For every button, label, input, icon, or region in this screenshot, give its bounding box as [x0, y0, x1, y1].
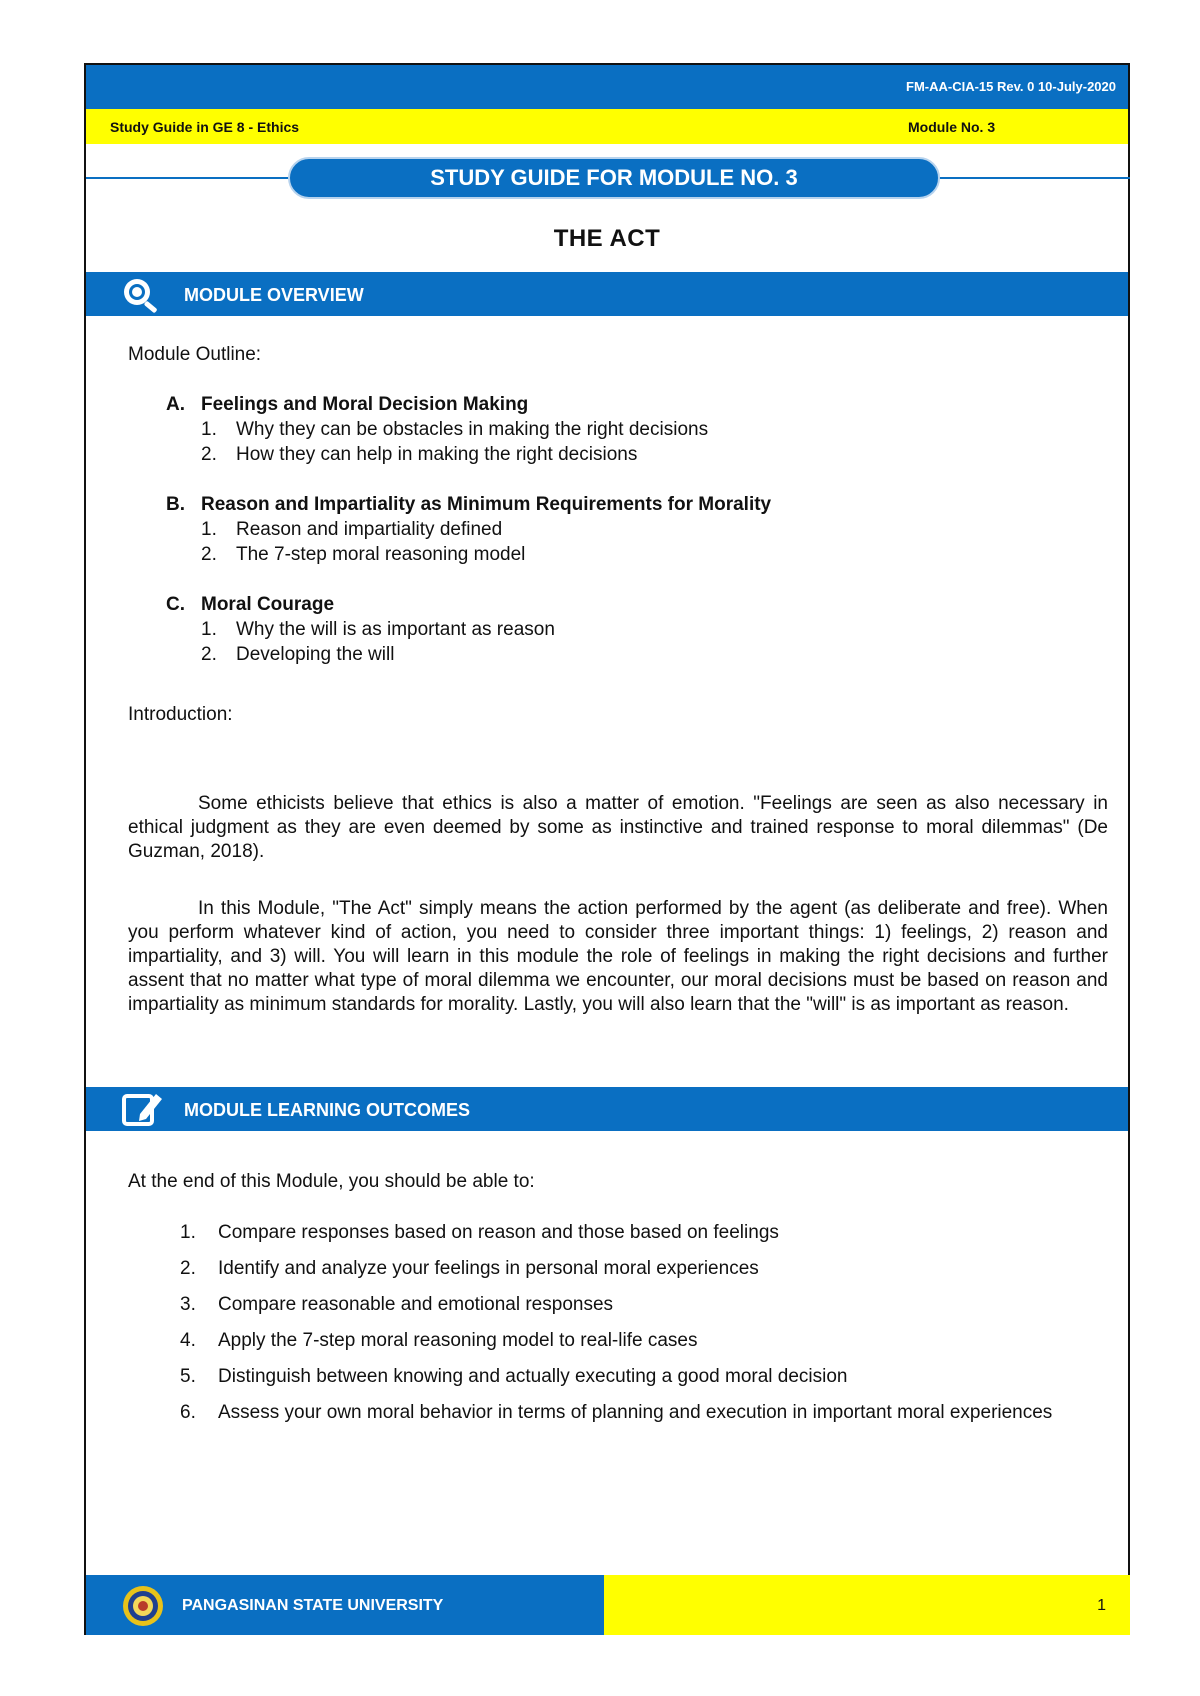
- module-outline: [166, 392, 771, 692]
- form-code: FM-AA-CIA-15 Rev. 0 10-July-2020: [906, 79, 1116, 94]
- module-number: Module No. 3: [908, 119, 996, 135]
- outcomes-lead: At the end of this Module, you should be able to:: [128, 1171, 535, 1192]
- magnifier-icon: [120, 275, 164, 313]
- outline-letter: B.: [166, 494, 185, 515]
- outline-item: How they can help in making the right decisions: [236, 444, 638, 465]
- university-seal-icon: [122, 1585, 164, 1627]
- outline-label: Module Outline:: [128, 344, 262, 365]
- outcome-text: Compare responses based on reason and those based on feelings: [218, 1222, 779, 1243]
- page-number: 1: [1097, 1597, 1106, 1614]
- outcome-text: Identify and analyze your feelings in personal moral experiences: [218, 1258, 759, 1279]
- outline-item-number: 1.: [201, 419, 217, 440]
- outline-item: Reason and impartiality defined: [236, 519, 503, 540]
- header-bar: [86, 65, 1128, 109]
- outline-group: [166, 392, 771, 467]
- outcomes-list: [180, 1215, 1100, 1431]
- outline-item: Developing the will: [236, 644, 395, 665]
- learning-outcomes-heading: MODULE LEARNING OUTCOMES: [184, 1100, 470, 1120]
- outline-group: [166, 492, 771, 567]
- introduction-label: Introduction:: [128, 704, 233, 725]
- outline-letter: A.: [166, 394, 185, 415]
- outcome-number: 4.: [180, 1330, 196, 1351]
- outcome-number: 1.: [180, 1222, 196, 1243]
- intro-paragraph-1: Some ethicists believe that ethics is also a matter of emotion. "Feelings are seen as also necessary in ethical judgment as they are even deemed by some as instinctive and trained response to moral dilemmas" (De Guzman, 2018).: [128, 793, 1108, 862]
- banner-rule-right: [938, 177, 1130, 179]
- list-item: [180, 1251, 1100, 1287]
- banner-rule-left: [86, 177, 290, 179]
- outline-heading: Reason and Impartiality as Minimum Requirements for Morality: [201, 494, 772, 515]
- list-item: [180, 1359, 1100, 1395]
- page-title: THE ACT: [553, 225, 661, 252]
- outcome-text: Distinguish between knowing and actually executing a good moral decision: [218, 1366, 848, 1387]
- module-overview-bar: [86, 272, 1128, 316]
- outline-item-number: 1.: [201, 519, 217, 540]
- outcome-number: 2.: [180, 1258, 196, 1279]
- list-item: [180, 1395, 1100, 1431]
- header-strip: [86, 109, 1128, 144]
- outline-group: [166, 592, 771, 667]
- course-title: Study Guide in GE 8 - Ethics: [110, 119, 300, 135]
- outcome-number: 6.: [180, 1402, 196, 1423]
- outline-heading: Feelings and Moral Decision Making: [201, 394, 529, 415]
- outcome-text: Apply the 7-step moral reasoning model to real-life cases: [218, 1330, 698, 1351]
- university-name: PANGASINAN STATE UNIVERSITY: [182, 1597, 444, 1614]
- study-guide-banner: STUDY GUIDE FOR MODULE NO. 3: [288, 157, 940, 199]
- outline-heading: Moral Courage: [201, 594, 335, 615]
- outcome-text: Compare reasonable and emotional responses: [218, 1294, 614, 1315]
- outline-item: The 7-step moral reasoning model: [236, 544, 526, 565]
- outcome-text: Assess your own moral behavior in terms of planning and execution in important moral experiences: [218, 1402, 1053, 1423]
- list-item: [180, 1215, 1100, 1251]
- intro-paragraph-2: In this Module, "The Act" simply means the action performed by the agent (as deliberate and free). When you perform whatever kind of action, you need to consider three important things: 1) feelings, 2) reason and impartiality, and 3) will. You will learn in this module the role of feelings in making the right decisions and further assent that no matter what type of moral dilemma we encounter, our moral decisions must be based on reason and impartiality as minimum standards for morality. Lastly, you will also learn that the "will" is as important as reason.: [128, 898, 1108, 1015]
- page-frame: [84, 63, 1130, 1635]
- outline-item-number: 1.: [201, 619, 217, 640]
- outcome-number: 3.: [180, 1294, 196, 1315]
- outline-letter: C.: [166, 594, 185, 615]
- footer-page: [604, 1575, 1130, 1635]
- outline-item: Why they can be obstacles in making the right decisions: [236, 419, 709, 440]
- learning-outcomes-bar: [86, 1087, 1128, 1131]
- outline-item-number: 2.: [201, 644, 217, 665]
- list-item: [180, 1287, 1100, 1323]
- list-item: [180, 1323, 1100, 1359]
- footer-university: [86, 1575, 604, 1635]
- outline-item: Why the will is as important as reason: [236, 619, 555, 640]
- outline-item-number: 2.: [201, 544, 217, 565]
- outcome-number: 5.: [180, 1366, 196, 1387]
- module-overview-heading: MODULE OVERVIEW: [184, 285, 364, 305]
- edit-pencil-icon: [120, 1090, 164, 1128]
- outline-item-number: 2.: [201, 444, 217, 465]
